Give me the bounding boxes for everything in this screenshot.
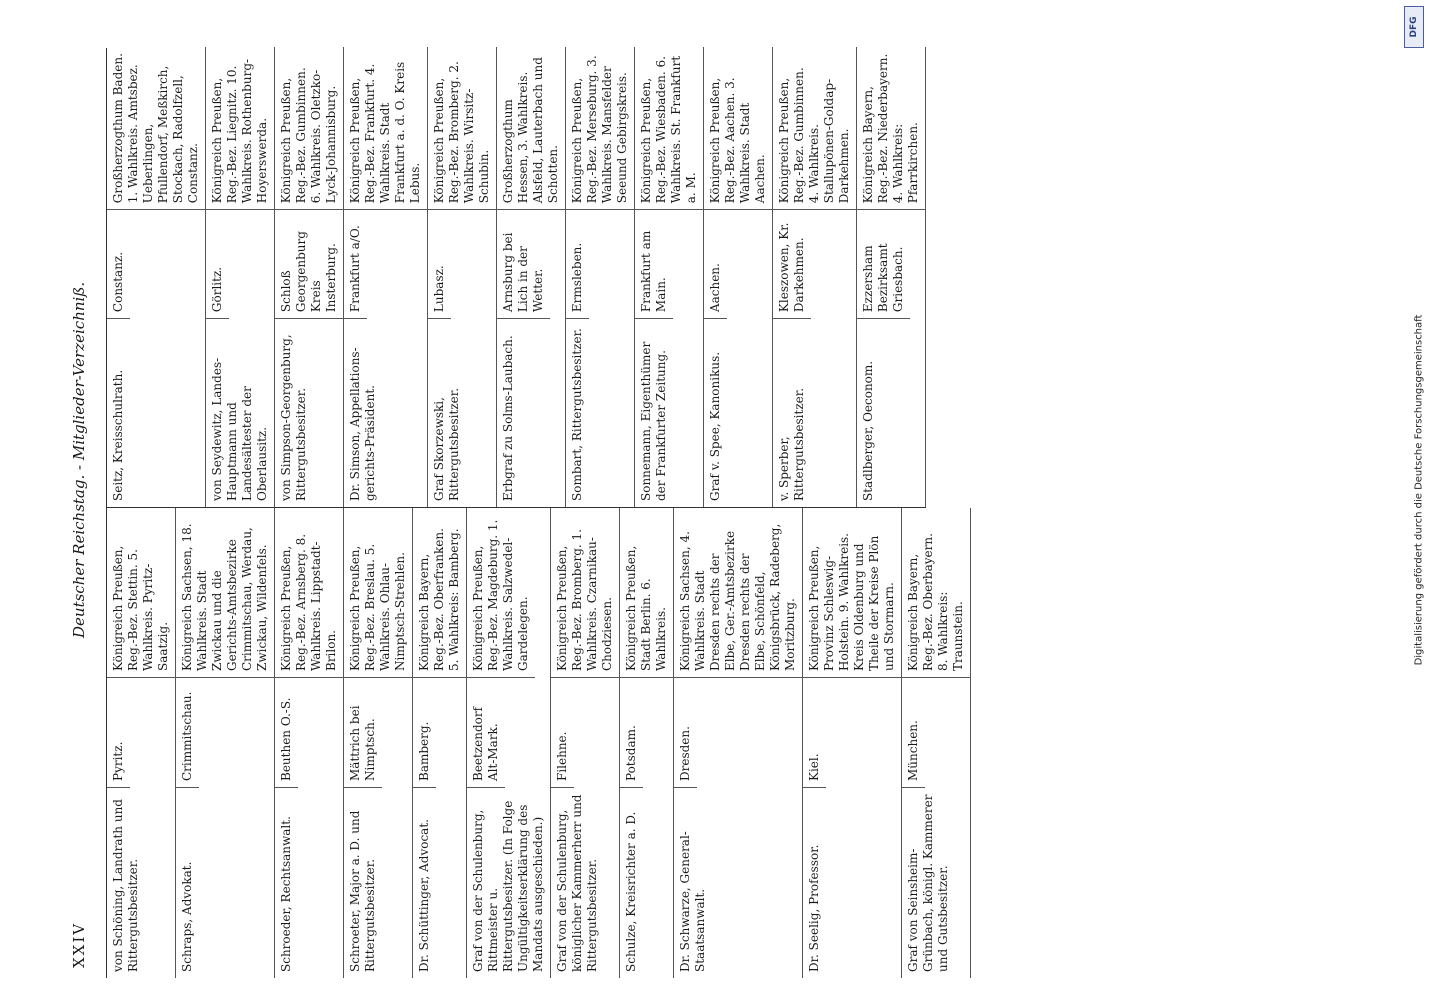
member-name: Dr. Schüttinger, Advocat. <box>417 819 431 972</box>
member-residence: Beetzendorf Alt-Mark. <box>467 678 505 788</box>
member-name: Dr. Seelig, Professor. <box>807 844 821 972</box>
table-row <box>176 508 275 978</box>
scanned-page <box>60 48 1360 978</box>
member-constituency: Königreich Preußen, Reg.-Bez. Magdeburg. 1. Wahlkreis. Salzwedel-Gardelegen. <box>467 513 535 678</box>
table-row <box>275 508 344 978</box>
table-row <box>428 47 497 507</box>
member-constituency: Königreich Preußen, Reg.-Bez. Bromberg. 1. Wahlkreis. Czarnikau-Chodziesen. <box>551 513 619 678</box>
table-row <box>902 508 971 978</box>
table-row <box>773 47 857 507</box>
member-residence: Pyritz. <box>107 678 130 788</box>
dfg-logo <box>1404 6 1424 48</box>
member-constituency: Königreich Preußen, Reg.-Bez. Wiesbaden. 6. Wahlkreis. St. Frankfurt a. M. <box>635 47 703 210</box>
table-row <box>566 47 635 507</box>
table-row <box>107 508 176 978</box>
member-constituency: Königreich Preußen, Reg.-Bez. Stettin. 5. Wahlkreis. Pyritz-Saatzig. <box>107 513 175 678</box>
member-name: Stadlberger, Oeconom. <box>861 360 875 501</box>
table-row <box>413 508 467 978</box>
member-residence: Arnsburg bei Lich in der Wetter. <box>497 210 550 319</box>
member-name: Erbgraf zu Solms-Laubach. <box>501 335 515 501</box>
member-constituency: Königreich Bayern, Reg.-Bez. Oberbayern. 8. Wahlkreis: Traunstein. <box>902 513 970 678</box>
member-residence: Constanz. <box>107 210 130 319</box>
table-row <box>107 47 206 507</box>
table-row <box>344 47 428 507</box>
member-name: Graf v. Spee, Kanonikus. <box>708 351 722 501</box>
member-residence: Frankfurt am Main. <box>635 210 673 319</box>
table-row <box>635 47 704 507</box>
member-residence: Görlitz. <box>206 210 229 319</box>
table-row <box>620 508 674 978</box>
member-name: von Schöning, Landrath und Rittergutsbesitzer. <box>111 799 140 972</box>
member-name: Graf Skorzewski, Rittergutsbesitzer. <box>432 387 461 501</box>
member-constituency: Königreich Sachsen, 4. Wahlkreis. Stadt Dresden rechts der Elbe, Ger.-Amtsbezirke Dresden rechts der Elbe, Schönfeld, Königsbrück, Radeberg, Moritzburg. <box>674 513 802 678</box>
member-name: Graf von Seinsheim-Grünbach, königl. Kammerer und Gutsbesitzer. <box>906 794 950 972</box>
member-name: v. Sperber, Rittergutsbesitzer. <box>777 387 806 501</box>
member-residence: Kleszowen, Kr. Darkehmen. <box>773 210 811 319</box>
right-column <box>107 47 926 508</box>
member-constituency: Königreich Preußen, Reg.-Bez. Merseburg. 3. Wahlkreis. Mansfelder Seeund Gebirgskreis. <box>566 47 634 210</box>
member-constituency: Königreich Preußen, Provinz Schleswig-Holstein. 9. Wahlkreis. Kreis Oldenburg und Theile der Kreise Plön und Stormarn. <box>803 513 901 678</box>
member-residence: Filehne. <box>551 678 574 788</box>
member-constituency: Königreich Sachsen, 18. Wahlkreis. Stadt Zwickau und die Gerichts-Amtsbezirke Crimmitschau, Werdau, Zwickau, Wildenfels. <box>176 513 274 678</box>
table-row <box>467 508 551 978</box>
member-residence: Aachen. <box>704 210 727 319</box>
member-name: Seitz, Kreisschulrath. <box>111 369 125 501</box>
member-name: Dr. Schwarze, General-Staatsanwalt. <box>678 831 707 972</box>
table-row <box>704 47 773 507</box>
page-number: XXIV <box>70 921 88 968</box>
member-constituency: Königreich Preußen, Reg.-Bez. Gumbinnen. 6. Wahlkreis. Oletzko-Lyck-Johannisburg. <box>275 47 343 210</box>
member-name: Sonnemann, Eigenthümer der Frankfurter Zeitung. <box>639 341 668 501</box>
member-name: von Simpson-Georgenburg, Rittergutsbesitzer. <box>279 334 308 501</box>
member-constituency: Königreich Preußen, Reg.-Bez. Breslau. 5. Wahlkreis. Ohlau-Nimptsch-Strehlen. <box>344 513 412 678</box>
member-constituency: Großherzogthum Baden. 1. Wahlkreis. Amtsbez. Ueberlingen, Pfullendorf, Meßkirch, Stockach, Radolfzell, Constanz. <box>107 47 205 210</box>
dfg-credit-text: Digitalisierung gefördert durch die Deutsche Forschungsgemeinschaft <box>1413 314 1425 666</box>
member-name: Graf von der Schulenburg, Rittmeister u. Rittergutsbesitzer. (In Folge Ungültigkeitserklärung des Mandats ausgeschieden.) <box>471 800 545 972</box>
member-residence: München. <box>902 678 925 788</box>
table-row <box>674 508 803 978</box>
member-name: Schroeder, Rechtsanwalt. <box>279 816 293 972</box>
member-residence: Bamberg. <box>413 678 436 788</box>
member-name: von Seydewitz, Landes-Hauptmann und Landesältester der Oberlausitz. <box>210 357 269 501</box>
member-residence: Beuthen O.-S. <box>275 678 298 788</box>
dfg-credit <box>1412 80 1426 900</box>
member-name: Graf von der Schulenburg, königlicher Kammerherr und Rittergutsbesitzer. <box>555 794 599 972</box>
member-constituency: Königreich Preußen, Reg.-Bez. Frankfurt. 4. Wahlkreis. Stadt Frankfurt a. d. O. Kreis Lebus. <box>344 47 427 210</box>
member-name: Schulze, Kreisrichter a. D. <box>624 811 638 972</box>
member-constituency: Königreich Preußen, Reg.-Bez. Arnsberg. 8. Wahlkreis. Lippstadt-Brilon. <box>275 513 343 678</box>
table-row <box>803 508 902 978</box>
member-name: Schroeter, Major a. D. und Rittergutsbesitzer. <box>348 810 377 972</box>
member-name: Dr. Simson, Appellations-gerichts-Präsident. <box>348 347 377 501</box>
left-column <box>107 508 971 978</box>
member-constituency: Königreich Bayern, Reg.-Bez. Niederbayern. 4. Wahlkreis: Pfarrkirchen. <box>857 47 925 210</box>
table-row <box>344 508 413 978</box>
member-constituency: Königreich Bayern, Reg.-Bez. Oberfranken. 5. Wahlkreis: Bamberg. <box>413 513 466 678</box>
page-title: Deutscher Reichstag. - Mitglieder-Verzeichniß. <box>70 281 88 638</box>
member-constituency: Königreich Preußen, Reg.-Bez. Liegnitz. 10. Wahlkreis. Rothenburg-Hoyerswerda. <box>206 47 274 210</box>
member-residence: Lubasz. <box>428 210 451 319</box>
member-residence: Crimmitschau. <box>176 678 199 788</box>
member-residence: Potsdam. <box>620 678 643 788</box>
member-constituency: Großherzogthum Hessen, 3. Wahlkreis. Alsfeld, Lauterbach und Schotten. <box>497 47 565 210</box>
member-residence: Kiel. <box>803 678 826 788</box>
member-residence: Mättrich bei Nimptsch. <box>344 678 382 788</box>
member-residence: Dresden. <box>674 678 697 788</box>
dfg-sidebar <box>1392 0 1432 1000</box>
table-row <box>551 508 620 978</box>
member-residence: Ermsleben. <box>566 210 589 319</box>
member-constituency: Königreich Preußen, Reg.-Bez. Aachen. 3. Wahlkreis. Stadt Aachen. <box>704 47 772 210</box>
table-row <box>275 47 344 507</box>
table-row <box>206 47 275 507</box>
member-constituency: Königreich Preußen, Stadt Berlin. 6. Wahlkreis. <box>620 513 673 678</box>
dfg-logo-text: DFG <box>1409 16 1419 38</box>
member-constituency: Königreich Preußen, Reg.-Bez. Gumbinnen. 4. Wahlkreis. Stallupönen-Goldap-Darkehmen. <box>773 47 856 210</box>
table-row <box>497 47 566 507</box>
member-residence: Frankfurt a/O. <box>344 210 367 319</box>
member-name: Schraps, Advokat. <box>180 861 194 972</box>
member-constituency: Königreich Preußen, Reg.-Bez. Bromberg. 2. Wahlkreis. Wirsitz-Schubin. <box>428 47 496 210</box>
member-table <box>106 48 1347 978</box>
member-name: Sombart, Rittergutsbesitzer. <box>570 328 584 501</box>
member-residence: Ezzersham Bezirksamt Griesbach. <box>857 210 910 319</box>
table-row <box>857 47 926 507</box>
page-header <box>60 48 100 978</box>
member-residence: Schloß Georgenburg Kreis Insterburg. <box>275 210 343 319</box>
